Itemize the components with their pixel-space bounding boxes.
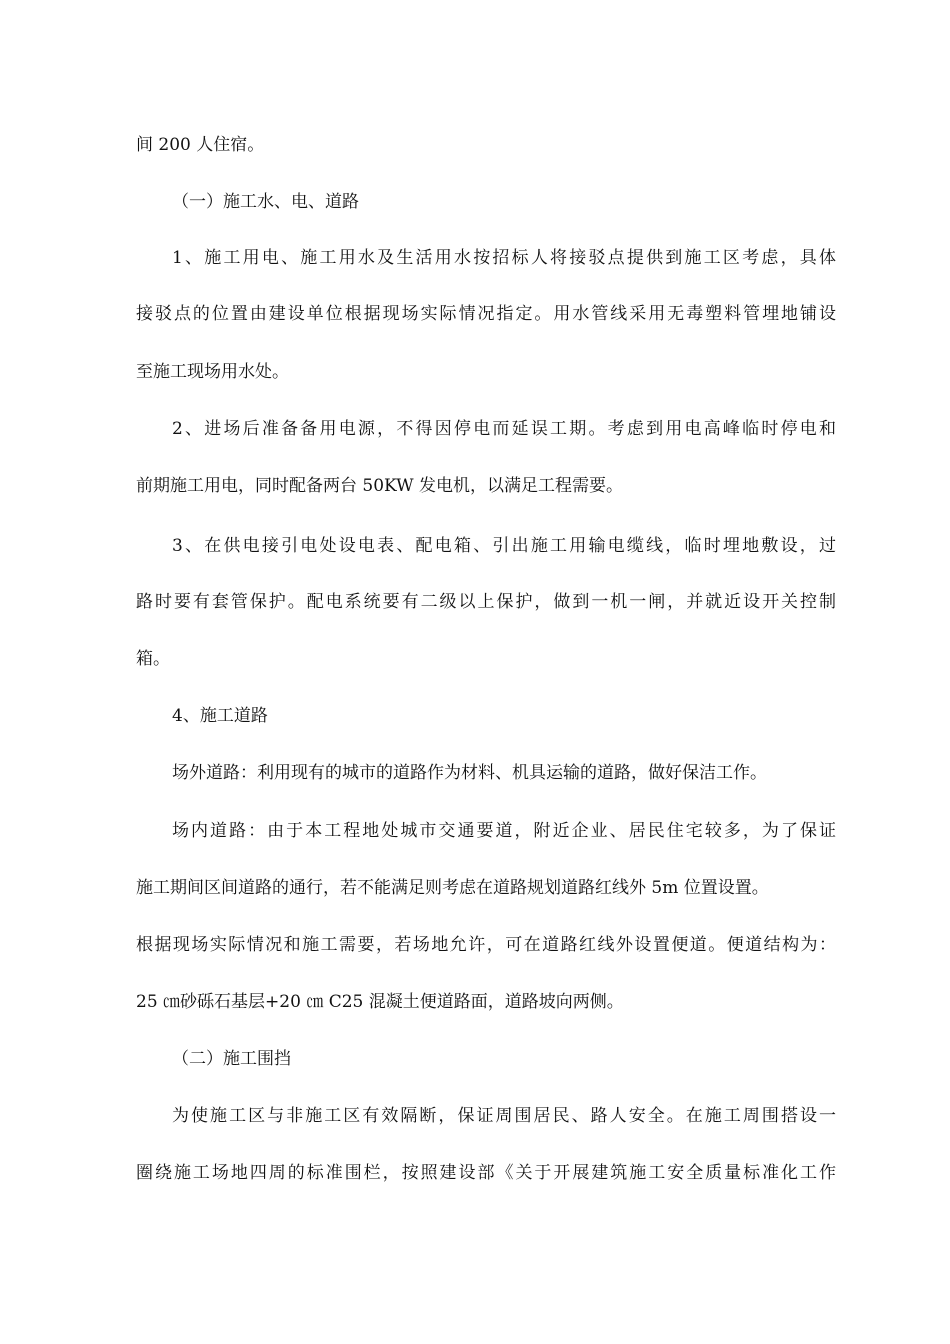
section-heading-2: 4、施工道路	[172, 706, 268, 726]
text-line-8: 3、在供电接引电处设电表、配电箱、引出施工用输电缆线，临时埋地敷设，过	[172, 536, 836, 556]
text-line-12: 场外道路：利用现有的城市的道路作为材料、机具运输的道路，做好保洁工作。	[172, 763, 767, 783]
text-line-13: 场内道路：由于本工程地处城市交通要道，附近企业、居民住宅较多，为了保证	[172, 821, 836, 841]
text-line-6: 2、进场后准备备用电源，不得因停电而延误工期。考虑到用电高峰临时停电和	[172, 419, 836, 439]
text-line-18: 为使施工区与非施工区有效隔断，保证周围居民、路人安全。在施工周围搭设一	[172, 1106, 836, 1126]
text-line-16: 25 ㎝砂砾石基层+20 ㎝ C25 混凝土便道路面，道路坡向两侧。	[136, 992, 624, 1012]
text-line-5: 至施工现场用水处。	[136, 362, 289, 382]
text-line-7: 前期施工用电，同时配备两台 50KW 发电机，以满足工程需要。	[136, 476, 624, 496]
text-line-1: 间 200 人住宿。	[136, 135, 265, 155]
text-line-19: 圈绕施工场地四周的标准围栏，按照建设部《关于开展建筑施工安全质量标准化工作	[136, 1163, 836, 1183]
text-line-4: 接驳点的位置由建设单位根据现场实际情况指定。用水管线采用无毒塑料管埋地铺设	[136, 304, 836, 324]
section-heading-3: （二）施工围挡	[172, 1049, 291, 1069]
text-line-3: 1、施工用电、施工用水及生活用水按招标人将接驳点提供到施工区考虑，具体	[172, 248, 836, 268]
text-line-10: 箱。	[136, 649, 170, 669]
text-line-9: 路时要有套管保护。配电系统要有二级以上保护，做到一机一闸，并就近设开关控制	[136, 592, 836, 612]
section-heading-1: （一）施工水、电、道路	[172, 192, 359, 212]
text-line-14: 施工期间区间道路的通行，若不能满足则考虑在道路规划道路红线外 5m 位置设置。	[136, 878, 769, 898]
text-line-15: 根据现场实际情况和施工需要，若场地允许，可在道路红线外设置便道。便道结构为：	[136, 935, 836, 955]
